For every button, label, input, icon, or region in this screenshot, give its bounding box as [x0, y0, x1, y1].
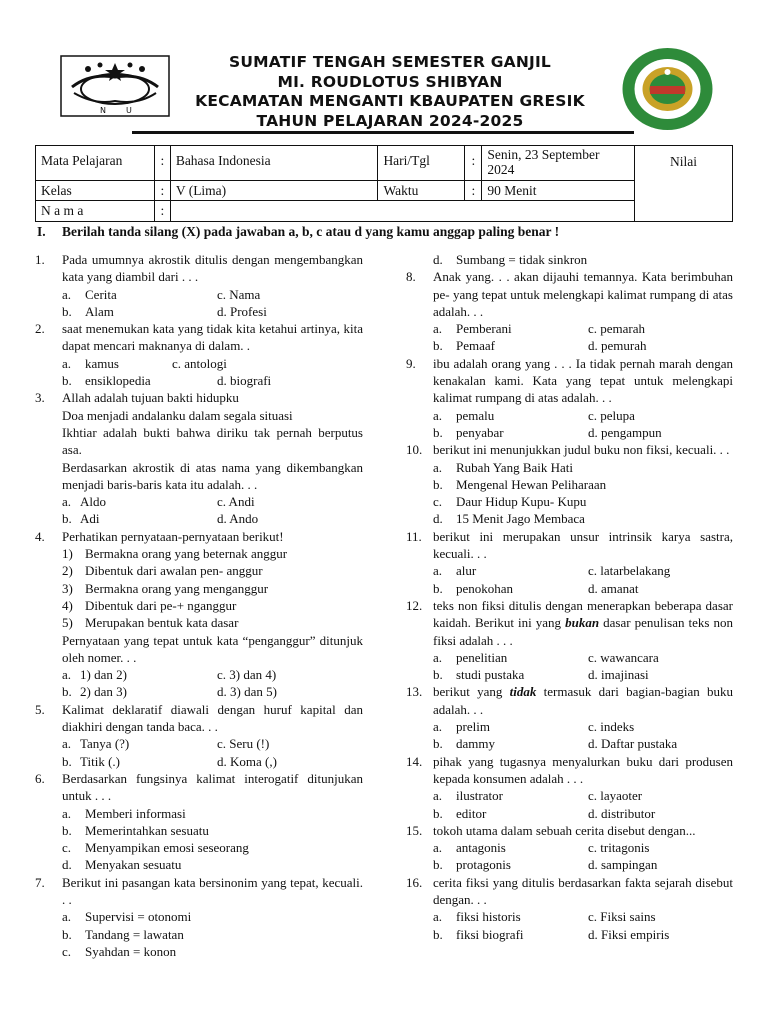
- kelas-value: V (Lima): [170, 181, 378, 201]
- option-text: ensiklopedia: [85, 373, 151, 389]
- statement-number: 1): [62, 546, 73, 562]
- option-text: prelim: [456, 719, 490, 735]
- option-a[interactable]: [62, 666, 217, 683]
- mapel-label: Mata Pelajaran: [36, 146, 155, 181]
- option-letter: a.: [62, 667, 72, 683]
- option-text: Rubah Yang Baik Hati: [456, 459, 573, 475]
- question-text-part: dasar penulisan teks non fiksi adalah . . .: [433, 615, 734, 648]
- svg-text:N: N: [100, 106, 106, 115]
- option-letter: b.: [433, 736, 443, 752]
- school-logo-left-icon: [60, 55, 170, 117]
- option-letter: b.: [433, 667, 443, 683]
- option-c[interactable]: c. 3) dan 4): [217, 667, 277, 683]
- option-d[interactable]: d. pemurah: [588, 338, 647, 354]
- option-letter: a.: [62, 286, 72, 302]
- question-text: saat menemukan kata yang tidak kita ketahui artinya, kita dapat mencari maknanya di dalam. .: [62, 321, 363, 354]
- question-15: [406, 822, 733, 874]
- option-a[interactable]: [433, 787, 588, 804]
- acrostic-line-2: Doa menjadi andalanku dalam segala situasi: [62, 407, 293, 423]
- option-letter: b.: [433, 805, 443, 821]
- option-letter: d.: [433, 511, 443, 527]
- question-8: [406, 268, 733, 354]
- option-text: fiksi historis: [456, 909, 521, 925]
- option-d[interactable]: [433, 251, 733, 268]
- option-d[interactable]: d. Daftar pustaka: [588, 736, 678, 752]
- option-b[interactable]: [433, 337, 588, 354]
- exam-header: [0, 0, 768, 140]
- question-text-part: termasuk dari bagian-bagian buku adalah. . .: [433, 684, 734, 717]
- header-title-3: KECAMATAN MENGANTI KBAUPATEN GRESIK: [195, 92, 585, 110]
- question-4: [35, 528, 363, 701]
- option-letter: a.: [62, 736, 72, 752]
- svg-text:U: U: [126, 106, 132, 115]
- option-c[interactable]: c. antologi: [172, 355, 227, 371]
- acrostic-line-3: Ikhtiar adalah bukti bahwa diriku tak pernah berputus asa.: [62, 424, 363, 458]
- option-text: Adi: [80, 511, 100, 527]
- option-text: pemalu: [456, 407, 495, 423]
- option-b[interactable]: [433, 805, 588, 822]
- question-text-part: teks non fiksi ditulis dengan menerapkan beberapa dasar kaidah. Berikut ini yang: [433, 597, 733, 631]
- option-letter: b.: [433, 338, 443, 354]
- option-letter: b.: [62, 303, 72, 319]
- option-a[interactable]: [433, 407, 588, 424]
- option-letter: a.: [62, 355, 72, 371]
- option-b[interactable]: [62, 510, 217, 527]
- option-b[interactable]: [433, 666, 588, 683]
- question-number: 13.: [406, 684, 423, 700]
- option-text: Titik (.): [80, 753, 120, 769]
- section-instruction: [37, 223, 559, 240]
- option-letter: a.: [62, 494, 72, 510]
- option-d[interactable]: d. sampingan: [588, 857, 658, 873]
- question-14: [406, 753, 733, 822]
- option-text: penelitian: [456, 649, 508, 665]
- option-text: editor: [456, 805, 487, 821]
- option-letter: c.: [433, 494, 443, 510]
- option-c[interactable]: [62, 839, 363, 856]
- option-b[interactable]: [433, 424, 588, 441]
- question-7-continued: [406, 251, 733, 268]
- option-text: Pemaaf: [456, 338, 495, 354]
- option-c[interactable]: c. layaoter: [588, 788, 643, 804]
- statement-text: Bermakna orang yang beternak anggur: [85, 546, 288, 562]
- option-text: 1) dan 2): [80, 667, 127, 683]
- option-d[interactable]: [433, 510, 733, 527]
- option-text: fiksi biografi: [456, 926, 524, 942]
- option-text: penokohan: [456, 580, 514, 596]
- waktu-label: Waktu: [378, 181, 465, 201]
- option-c[interactable]: c. indeks: [588, 719, 635, 735]
- option-a[interactable]: [433, 649, 588, 666]
- kelas-label: Kelas: [36, 181, 155, 201]
- hari-label: Hari/Tgl: [378, 146, 465, 181]
- option-text: alur: [456, 563, 477, 579]
- option-b[interactable]: [433, 856, 588, 873]
- option-letter: a.: [62, 805, 72, 821]
- option-b[interactable]: [62, 753, 217, 770]
- option-text: antagonis: [456, 840, 506, 856]
- option-b[interactable]: [433, 735, 588, 752]
- question-12: [406, 597, 733, 683]
- question-intro: Perhatikan pernyataan-pernyataan berikut!: [62, 528, 284, 544]
- option-text: kamus: [85, 355, 119, 371]
- question-6: [35, 770, 363, 874]
- option-letter: a.: [433, 719, 443, 735]
- question-text: pihak yang tugasnya menyalurkan buku dari produsen kepada konsumen adalah . . .: [433, 753, 733, 786]
- question-number: 1.: [35, 252, 45, 267]
- option-c[interactable]: [433, 493, 733, 510]
- option-a[interactable]: [433, 908, 588, 925]
- option-letter: b.: [62, 753, 72, 769]
- question-text: tokoh utama dalam sebuah cerita disebut dengan...: [433, 822, 696, 838]
- option-a[interactable]: [62, 286, 217, 303]
- option-b[interactable]: [62, 926, 363, 943]
- option-a[interactable]: [62, 805, 363, 822]
- question-9: [406, 355, 733, 441]
- question-text: Pada umumnya akrostik ditulis dengan mengembangkan kata yang diambil dari . . .: [62, 252, 363, 285]
- question-number: 12.: [406, 597, 423, 613]
- statement-5: [62, 614, 363, 631]
- option-a[interactable]: [433, 320, 588, 337]
- question-1: [35, 251, 363, 320]
- question-text: Pernyataan yang tepat untuk kata “penganggur” ditunjuk oleh nomer. . .: [62, 632, 363, 665]
- school-seal-right-icon: [620, 46, 715, 132]
- option-text: Sumbang = tidak sinkron: [456, 252, 588, 267]
- option-d[interactable]: d. Koma (,): [217, 753, 277, 769]
- question-number: 2.: [35, 321, 45, 337]
- question-11: [406, 528, 733, 597]
- option-a[interactable]: [62, 908, 363, 925]
- option-c[interactable]: c. latarbelakang: [588, 563, 671, 579]
- question-text: cerita fiksi yang ditulis berdasarkan fakta sejarah disebut dengan. . .: [433, 874, 733, 907]
- option-d[interactable]: d. Ando: [217, 511, 259, 527]
- option-text: Mengenal Hewan Peliharaan: [456, 476, 607, 492]
- option-text: dammy: [456, 736, 495, 752]
- option-letter: c.: [62, 943, 72, 959]
- option-d[interactable]: [62, 856, 363, 873]
- question-number: 15.: [406, 822, 423, 838]
- question-number: 11.: [406, 528, 422, 544]
- option-letter: c.: [62, 840, 72, 856]
- option-letter: a.: [433, 407, 443, 423]
- questions-left-column: [35, 251, 363, 960]
- option-letter: a.: [433, 321, 443, 337]
- questions-right-column: [406, 251, 733, 943]
- option-text: Pemberani: [456, 321, 512, 337]
- colon: :: [154, 146, 170, 181]
- option-text: 2) dan 3): [80, 684, 127, 700]
- option-text: Aldo: [80, 494, 106, 510]
- option-a[interactable]: [433, 718, 588, 735]
- option-d[interactable]: d. imajinasi: [588, 667, 649, 683]
- statement-text: Dibentuk dari pe-+ nganggur: [85, 597, 237, 613]
- question-text: Berdasarkan fungsinya kalimat interogatif ditunjukan untuk . . .: [62, 770, 363, 804]
- question-16: [406, 874, 733, 943]
- question-3: [35, 389, 363, 527]
- colon: :: [465, 181, 482, 201]
- option-letter: b.: [433, 580, 443, 596]
- option-a[interactable]: [433, 562, 588, 579]
- question-text: Berdasarkan akrostik di atas nama yang dikembangkan menjadi baris-baris kata itu adalah. . .: [62, 459, 363, 492]
- waktu-value: 90 Menit: [482, 181, 635, 201]
- question-5: [35, 701, 363, 770]
- question-7: [35, 874, 363, 960]
- header-divider: [132, 131, 634, 134]
- option-a[interactable]: [433, 459, 733, 476]
- option-d[interactable]: d. 3) dan 5): [217, 684, 277, 700]
- acrostic-line-1: Allah adalah tujuan bakti hidupku: [62, 390, 239, 406]
- header-title-2: MI. ROUDLOTUS SHIBYAN: [277, 72, 503, 91]
- option-letter: a.: [62, 909, 72, 925]
- option-letter: d.: [433, 252, 443, 267]
- emphasis-word: tidak: [509, 684, 537, 700]
- question-number: 5.: [35, 701, 45, 717]
- option-text: Cerita: [85, 286, 117, 302]
- question-text: [433, 597, 733, 649]
- statement-number: 3): [62, 580, 73, 596]
- question-13: [406, 683, 733, 752]
- option-text: Supervisi = otonomi: [85, 909, 192, 925]
- option-letter: b.: [433, 926, 443, 942]
- identity-table: [35, 145, 733, 222]
- option-a[interactable]: [62, 493, 217, 510]
- option-c[interactable]: [62, 943, 363, 960]
- header-title-1: SUMATIF TENGAH SEMESTER GANJIL: [228, 53, 552, 71]
- option-text: Syahdan = konon: [85, 943, 177, 959]
- question-text: Anak yang. . . akan dijauhi temannya. Kata berimbuhan pe- yang tepat untuk melengkapi kalimat rumpang di atas adalah. . .: [433, 269, 733, 319]
- option-c[interactable]: c. Seru (!): [217, 736, 270, 752]
- option-c[interactable]: c. Fiksi sains: [588, 909, 656, 925]
- option-letter: a.: [433, 649, 443, 665]
- question-text: [433, 683, 733, 718]
- option-text: Menyampikan emosi seseorang: [85, 840, 249, 856]
- option-b[interactable]: [433, 580, 588, 597]
- option-letter: a.: [433, 788, 443, 804]
- option-text: Tandang = lawatan: [85, 926, 184, 942]
- option-letter: d.: [62, 857, 72, 873]
- option-letter: b.: [433, 857, 443, 873]
- nama-label: N a m a: [36, 201, 155, 221]
- statement-2: [62, 562, 363, 579]
- question-number: 9.: [406, 355, 416, 371]
- nama-field[interactable]: [170, 201, 634, 221]
- question-number: 4.: [35, 528, 45, 544]
- option-text: Tanya (?): [80, 736, 130, 752]
- option-text: Menyakan sesuatu: [85, 857, 182, 873]
- option-b[interactable]: [433, 926, 588, 943]
- option-text: Memerintahkan sesuatu: [85, 822, 209, 838]
- option-c[interactable]: c. Andi: [217, 494, 255, 510]
- option-text: 15 Menit Jago Membaca: [456, 511, 585, 527]
- statement-text: Bermakna orang yang menganggur: [85, 580, 269, 596]
- statement-number: 2): [62, 563, 73, 579]
- option-d[interactable]: d. distributor: [588, 805, 656, 821]
- colon: :: [154, 201, 170, 221]
- statement-4: [62, 597, 363, 614]
- question-number: 6.: [35, 770, 45, 786]
- header-title-4: TAHUN PELAJARAN 2024-2025: [256, 111, 524, 130]
- option-d[interactable]: d. pengampun: [588, 424, 662, 440]
- section-number: I.: [37, 224, 46, 239]
- option-c[interactable]: c. pemarah: [588, 321, 646, 337]
- option-letter: b.: [433, 424, 443, 440]
- option-d[interactable]: d. Profesi: [217, 303, 267, 319]
- option-d[interactable]: d. Fiksi empiris: [588, 926, 670, 942]
- option-text: Alam: [85, 303, 114, 319]
- option-letter: b.: [62, 511, 72, 527]
- colon: :: [154, 181, 170, 201]
- statement-text: Dibentuk dari awalan pen- anggur: [85, 563, 263, 579]
- option-letter: b.: [62, 822, 72, 838]
- option-c[interactable]: c. tritagonis: [588, 840, 650, 856]
- option-a[interactable]: [433, 839, 588, 856]
- option-c[interactable]: c. Nama: [217, 286, 261, 302]
- option-c[interactable]: c. pelupa: [588, 407, 635, 423]
- option-d[interactable]: d. biografi: [217, 373, 272, 389]
- option-letter: a.: [433, 909, 443, 925]
- question-number: 3.: [35, 390, 45, 406]
- option-b[interactable]: [62, 683, 217, 700]
- option-b[interactable]: [62, 822, 363, 839]
- option-a[interactable]: [62, 355, 172, 372]
- question-number: 14.: [406, 753, 423, 769]
- question-text: Kalimat deklaratif diawali dengan huruf kapital dan diakhiri dengan tanda baca. . .: [62, 701, 363, 735]
- option-letter: b.: [62, 373, 72, 389]
- section-text: Berilah tanda silang (X) pada jawaban a, b, c atau d yang kamu anggap paling benar !: [62, 224, 560, 239]
- option-c[interactable]: c. wawancara: [588, 649, 659, 665]
- question-number: 10.: [406, 442, 423, 458]
- statement-3: [62, 580, 363, 597]
- option-b[interactable]: [62, 372, 217, 389]
- option-text: Daur Hidup Kupu- Kupu: [456, 494, 587, 510]
- option-letter: a.: [433, 563, 443, 579]
- question-text: berikut ini menunjukkan judul buku non fiksi, kecuali. . .: [433, 442, 730, 458]
- mapel-value: Bahasa Indonesia: [170, 146, 378, 181]
- statement-text: Merupakan bentuk kata dasar: [85, 615, 239, 631]
- question-10: [406, 441, 733, 527]
- question-text: Berikut ini pasangan kata bersinonim yang tepat, kecuali. . .: [62, 874, 363, 907]
- option-letter: b.: [62, 926, 72, 942]
- option-text: ilustrator: [456, 788, 503, 804]
- option-letter: a.: [433, 840, 443, 856]
- header-titles: [170, 53, 610, 131]
- question-number: 7.: [35, 874, 45, 890]
- question-text: berikut ini merupakan unsur intrinsik karya sastra, kecuali. . .: [433, 528, 733, 562]
- nilai-box: Nilai: [635, 146, 733, 222]
- option-letter: a.: [433, 459, 443, 475]
- option-text: Memberi informasi: [85, 805, 186, 821]
- option-letter: b.: [62, 684, 72, 700]
- option-b[interactable]: [433, 476, 733, 493]
- question-text: ibu adalah orang yang . . . Ia tidak pernah marah dengan kenakalan kami. Kata yang tepat untuk melengkapi kalimat rumpang di atas adalah. . .: [433, 355, 733, 406]
- option-a[interactable]: [62, 735, 217, 752]
- emphasis-word: bukan: [565, 615, 600, 631]
- statement-number: 5): [62, 615, 73, 631]
- question-2: [35, 320, 363, 389]
- hari-value: Senin, 23 September 2024: [482, 146, 635, 181]
- question-number: 8.: [406, 269, 416, 285]
- option-letter: b.: [433, 476, 443, 492]
- option-text: studi pustaka: [456, 667, 525, 683]
- question-number: 16.: [406, 874, 423, 890]
- question-text-part: berikut yang: [433, 684, 503, 700]
- statement-number: 4): [62, 597, 73, 613]
- option-text: protagonis: [456, 857, 511, 873]
- colon: :: [465, 146, 482, 181]
- statement-1: [62, 545, 363, 562]
- option-b[interactable]: [62, 303, 217, 320]
- option-text: penyabar: [456, 424, 504, 440]
- option-d[interactable]: d. amanat: [588, 580, 639, 596]
